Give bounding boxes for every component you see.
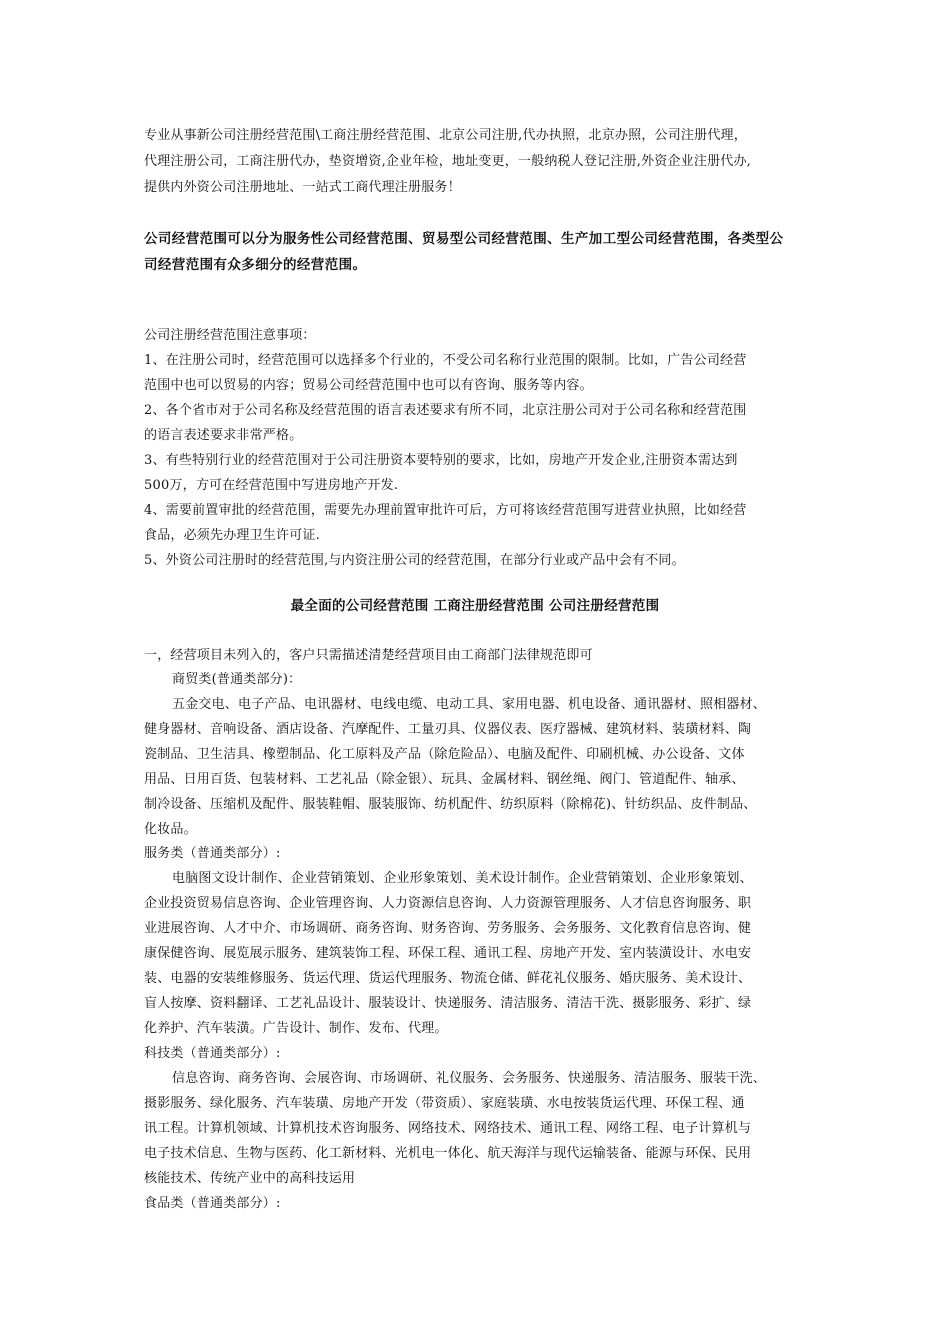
tech-line: 信息咨询、商务咨询、会展咨询、市场调研、礼仪服务、会务服务、快递服务、清洁服务、服装干洗、	[172, 1071, 767, 1086]
section-title: 最全面的公司经营范围 工商注册经营范围 公司注册经营范围	[290, 598, 660, 614]
trade-line: 用品、日用百货、包装材料、工艺礼品（除金银）、玩具、金属材料、钢丝绳、阀门、管道配件、轴承、	[144, 772, 745, 787]
trade-line: 瓷制品、卫生洁具、橡塑制品、化工原料及产品（除危险品）、电脑及配件、印刷机械、办公设备、文体	[144, 747, 745, 762]
notes-line: 3、有些特别行业的经营范围对于公司注册资本要特别的要求，比如，房地产开发企业,注册资本需达到	[144, 453, 738, 468]
notes-line: 1、在注册公司时，经营范围可以选择多个行业的，不受公司名称行业范围的限制。比如，广告公司经营	[144, 353, 747, 368]
trade-line: 健身器材、音响设备、酒店设备、汽摩配件、工量刃具、仪器仪表、医疗器械、建筑材料、装璜材料、陶	[144, 722, 752, 737]
trade-line: 五金交电、电子产品、电讯器材、电线电缆、电动工具、家用电器、机电设备、通讯器材、照相器材、	[172, 697, 767, 712]
tech-line: 摄影服务、绿化服务、汽车装璜、房地产开发（带资质）、家庭装璜、水电按装货运代理、环保工程、通	[144, 1096, 745, 1111]
section-one-text: 一，经营项目未列入的，客户只需描述清楚经营项目由工商部门法律规范即可	[144, 648, 593, 663]
notes-heading: 公司注册经营范围注意事项：	[144, 328, 316, 343]
notes-line: 的语言表述要求非常严格。	[144, 428, 303, 443]
notes-line: 4、需要前置审批的经营范围，需要先办理前置审批许可后，方可将该经营范围写进营业执照，比如经营	[144, 503, 747, 518]
service-heading: 服务类（普通类部分）:	[144, 846, 281, 861]
intro-line: 提供内外资公司注册地址、一站式工商代理注册服务！	[144, 180, 461, 195]
notes-line: 2、各个省市对于公司名称及经营范围的语言表述要求有所不同，北京注册公司对于公司名称和经营范围	[144, 403, 747, 418]
bold-intro-line: 公司经营范围可以分为服务性公司经营范围、贸易型公司经营范围、生产加工型公司经营范围，各类型公	[144, 231, 784, 247]
tech-line: 讯工程。计算机领域、计算机技术咨询服务、网络技术、网络技术、通讯工程、网络工程、电子计算机与	[144, 1121, 752, 1136]
tech-line: 核能技术、传统产业中的高科技运用	[144, 1171, 356, 1186]
bold-intro-line: 司经营范围有众多细分的经营范围。	[144, 257, 367, 273]
intro-line: 专业从事新公司注册经营范围\工商注册经营范围、北京公司注册,代办执照，北京办照，公司注册代理，	[144, 128, 747, 143]
food-heading: 食品类（普通类部分）:	[144, 1196, 281, 1211]
tech-heading: 科技类（普通类部分）:	[144, 1046, 281, 1061]
notes-line: 范围中也可以贸易的内容；贸易公司经营范围中也可以有咨询、服务等内容。	[144, 378, 593, 393]
service-line: 电脑图文设计制作、企业营销策划、企业形象策划、美术设计制作。企业营销策划、企业形象策划、	[172, 871, 753, 886]
service-line: 企业投资贸易信息咨询、企业管理咨询、人力资源信息咨询、人力资源管理服务、人才信息咨询服务、职	[144, 896, 752, 911]
service-line: 康保健咨询、展览展示服务、建筑装饰工程、环保工程、通讯工程、房地产开发、室内装潢设计、水电安	[144, 946, 752, 961]
trade-heading: 商贸类(普通类部分)：	[172, 672, 302, 687]
notes-line: 食品，必须先办理卫生许可证.	[144, 528, 320, 543]
service-line: 装、电器的安装维修服务、货运代理、货运代理服务、物流仓储、鲜花礼仪服务、婚庆服务、美术设计、	[144, 971, 752, 986]
notes-line: 5、外资公司注册时的经营范围,与内资注册公司的经营范围，在部分行业或产品中会有不同。	[144, 553, 685, 568]
service-line: 化养护、汽车装潢。广告设计、制作、发布、代理。	[144, 1021, 448, 1036]
tech-line: 电子技术信息、生物与医药、化工新材料、光机电一体化、航天海洋与现代运输装备、能源与环保、民用	[144, 1146, 752, 1161]
trade-line: 制冷设备、压缩机及配件、服装鞋帽、服装服饰、纺机配件、纺织原料（除棉花)、针纺织品、皮件制品、	[144, 797, 757, 812]
intro-line: 代理注册公司，工商注册代办，垫资增资,企业年检，地址变更，一般纳税人登记注册,外资企业注册代办,	[144, 154, 751, 169]
notes-line: 500万，方可在经营范围中写进房地产开发.	[144, 478, 399, 493]
service-line: 盲人按摩、资料翻译、工艺礼品设计、服装设计、快递服务、清洁服务、清洁干洗、摄影服务、彩扩、绿	[144, 996, 752, 1011]
trade-line: 化妆品。	[144, 822, 197, 837]
service-line: 业进展咨询、人才中介、市场调研、商务咨询、财务咨询、劳务服务、会务服务、文化教育信息咨询、健	[144, 921, 752, 936]
